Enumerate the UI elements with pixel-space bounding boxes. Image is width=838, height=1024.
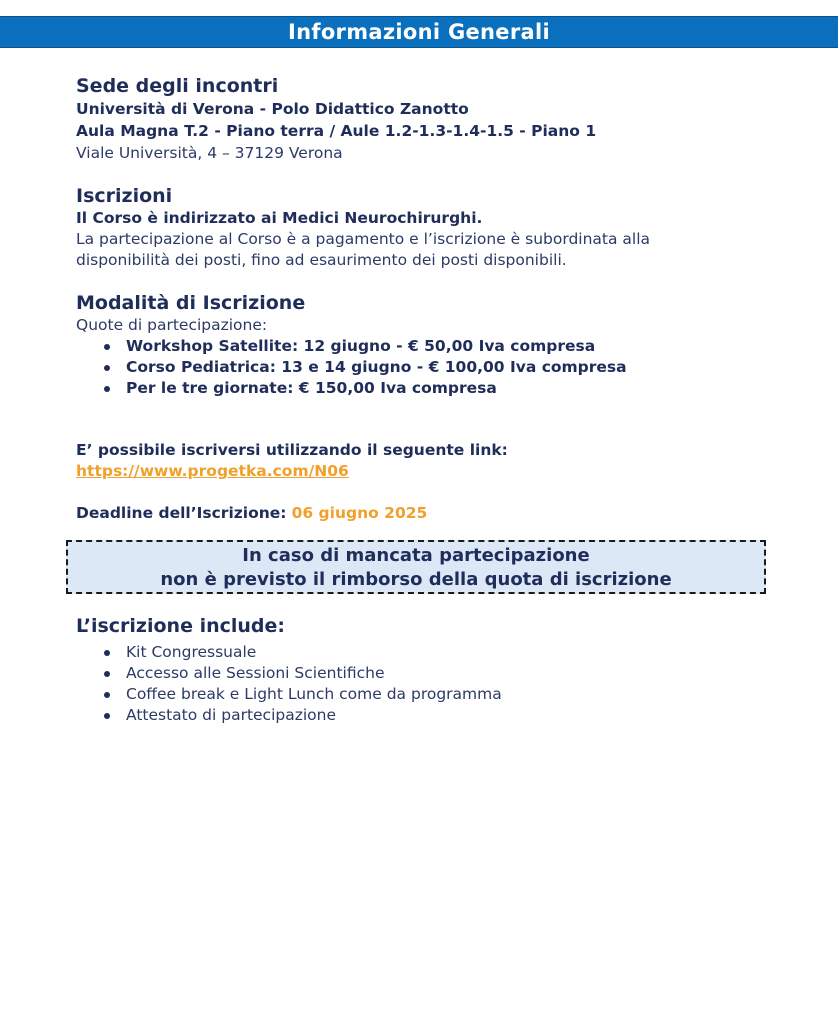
modalities-section bbox=[76, 291, 776, 399]
registration-title: Iscrizioni bbox=[76, 185, 173, 207]
registration-audience: Il Corso è indirizzato ai Medici Neurochirurghi. bbox=[76, 209, 483, 227]
registration-section bbox=[76, 184, 776, 271]
fee-item: Per le tre giornate: € 150,00 Iva compresa bbox=[76, 378, 776, 399]
registration-paragraph-line-1: La partecipazione al Corso è a pagamento e l’iscrizione è subordinata alla bbox=[76, 230, 651, 248]
fee-list bbox=[76, 336, 776, 399]
notice-line-1: In caso di mancata partecipazione bbox=[242, 545, 590, 566]
venue-line-1: Università di Verona - Polo Didattico Zanotto bbox=[76, 100, 469, 118]
signup-text: E’ possibile iscriversi utilizzando il seguente link: bbox=[76, 441, 508, 459]
header-bar bbox=[0, 16, 838, 48]
includes-list bbox=[76, 642, 776, 726]
deadline-line bbox=[76, 502, 776, 524]
deadline-date: 06 giugno 2025 bbox=[291, 504, 428, 522]
include-item: Attestato di partecipazione bbox=[76, 705, 776, 726]
modalities-title: Modalità di Iscrizione bbox=[76, 292, 306, 314]
venue-line-2: Aula Magna T.2 - Piano terra / Aule 1.2-1.3-1.4-1.5 - Piano 1 bbox=[76, 122, 597, 140]
registration-paragraph-line-2: disponibilità dei posti, fino ad esaurimento dei posti disponibili. bbox=[76, 251, 567, 269]
refund-notice bbox=[66, 540, 766, 594]
fees-intro: Quote di partecipazione: bbox=[76, 316, 268, 334]
fee-item: Workshop Satellite: 12 giugno - € 50,00 Iva compresa bbox=[76, 336, 776, 357]
venue-section bbox=[76, 74, 776, 164]
signup-section bbox=[76, 440, 776, 482]
venue-title: Sede degli incontri bbox=[76, 75, 279, 97]
include-item: Kit Congressuale bbox=[76, 642, 776, 663]
includes-title: L’iscrizione include: bbox=[76, 615, 285, 637]
signup-link[interactable]: https://www.progetka.com/N06 bbox=[76, 462, 349, 480]
venue-address: Viale Università, 4 – 37129 Verona bbox=[76, 144, 343, 162]
includes-section bbox=[76, 614, 776, 726]
fee-item: Corso Pediatrica: 13 e 14 giugno - € 100,00 Iva compresa bbox=[76, 357, 776, 378]
main-content bbox=[76, 74, 776, 524]
deadline-label: Deadline dell’Iscrizione: bbox=[76, 504, 287, 522]
notice-line-2: non è previsto il rimborso della quota di iscrizione bbox=[160, 569, 672, 590]
page-title: Informazioni Generali bbox=[288, 20, 550, 44]
include-item: Accesso alle Sessioni Scientifiche bbox=[76, 663, 776, 684]
include-item: Coffee break e Light Lunch come da programma bbox=[76, 684, 776, 705]
